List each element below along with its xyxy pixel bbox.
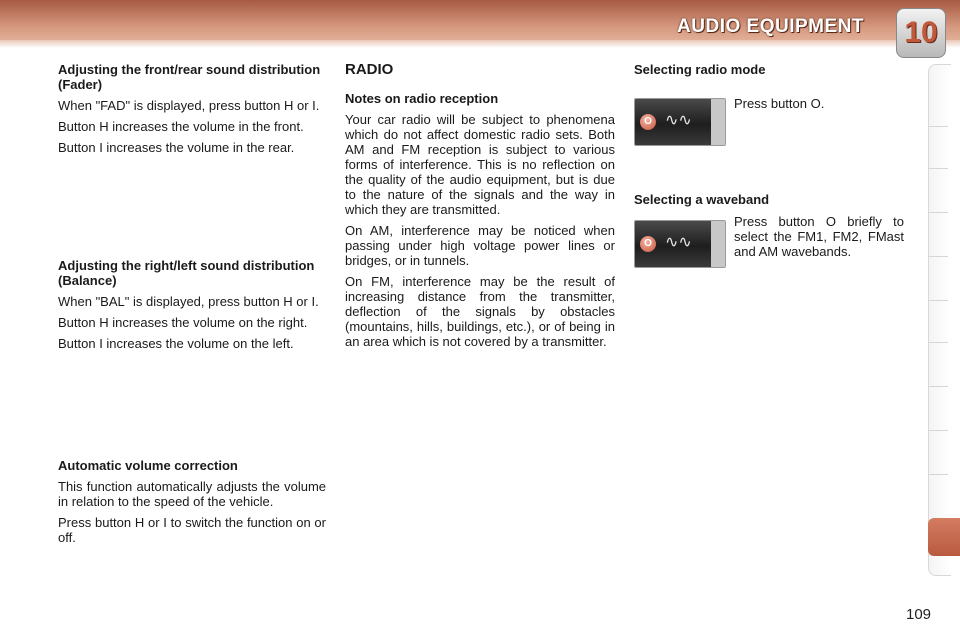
tab-divider	[928, 386, 948, 387]
avc-text-2: Press button H or I to switch the function on or off.	[58, 515, 326, 545]
chapter-number: 10	[904, 16, 938, 49]
band-text: Press button O briefly to select the FM1, FM2, FMast and AM wavebands.	[734, 214, 904, 259]
tab-divider	[928, 430, 948, 431]
avc-heading: Automatic volume correction	[58, 458, 238, 473]
notes-text-3: On FM, interference may be the result of increasing distance from the transmitter, deflection of the signals by obstacles (mountains, hills, buildings, etc.), or of being in an area which is not covered by a transmitter.	[345, 274, 615, 349]
notes-text-2: On AM, interference may be noticed when passing under high voltage power lines or bridges, or in tunnels.	[345, 223, 615, 268]
panel-edge	[711, 221, 725, 267]
panel-edge	[711, 99, 725, 145]
band-button-illustration	[634, 220, 726, 268]
band-heading: Selecting a waveband	[634, 192, 770, 207]
balance-text-2: Button H increases the volume on the right.	[58, 315, 308, 330]
tab-divider	[928, 256, 948, 257]
mode-text: Press button O.	[734, 96, 825, 111]
band-section	[634, 192, 906, 259]
notes-text-1: Your car radio will be subject to phenomena which do not affect domestic radio sets. Both AM and FM reception is subject to various forms of interference. This is no reflection on the quality of the audio equipment, but is due to the nature of the signals and the way in which they are transmitted.	[345, 112, 615, 217]
o-button-icon: O	[640, 236, 656, 252]
tab-divider	[928, 342, 948, 343]
avc-section	[58, 458, 326, 545]
middle-column	[345, 62, 615, 349]
chapter-title: AUDIO EQUIPMENT	[677, 16, 864, 37]
notes-heading: Notes on radio reception	[345, 91, 499, 106]
fader-text-3: Button I increases the volume in the rear.	[58, 140, 295, 155]
page-number: 109	[906, 606, 932, 623]
mode-section	[634, 62, 906, 129]
chapter-badge	[896, 8, 946, 58]
right-column	[634, 62, 906, 302]
chapter-tab-rail	[928, 64, 951, 576]
wave-icon: ∿∿	[665, 112, 692, 129]
tab-divider	[928, 300, 948, 301]
fader-text-1: When "FAD" is displayed, press button H or I.	[58, 98, 320, 113]
mode-button-illustration	[634, 98, 726, 146]
o-button-icon: O	[640, 114, 656, 130]
tab-divider	[928, 474, 948, 475]
header-band	[0, 40, 960, 48]
wave-icon: ∿∿	[665, 234, 692, 251]
radio-title: RADIO	[345, 61, 394, 78]
balance-section	[58, 258, 326, 351]
tab-divider	[928, 126, 948, 127]
fader-heading: Adjusting the front/rear sound distribution (Fader)	[58, 62, 321, 92]
mode-heading: Selecting radio mode	[634, 62, 766, 77]
tab-divider	[928, 212, 948, 213]
balance-text-3: Button I increases the volume on the left.	[58, 336, 294, 351]
left-column	[58, 62, 326, 562]
balance-heading: Adjusting the right/left sound distribution (Balance)	[58, 258, 315, 288]
chapter-tab-active[interactable]	[928, 518, 960, 556]
balance-text-1: When "BAL" is displayed, press button H or I.	[58, 294, 319, 309]
fader-text-2: Button H increases the volume in the front.	[58, 119, 304, 134]
avc-text-1: This function automatically adjusts the volume in relation to the speed of the vehicle.	[58, 479, 326, 509]
fader-section	[58, 62, 326, 155]
tab-divider	[928, 168, 948, 169]
